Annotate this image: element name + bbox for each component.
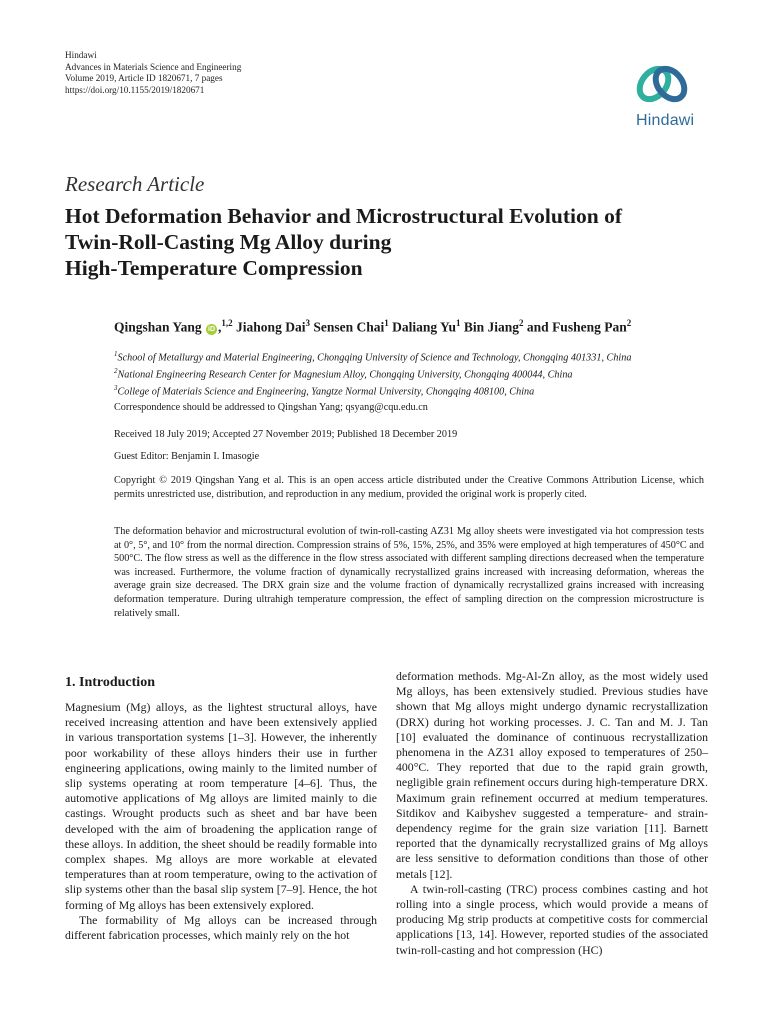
affiliation: $^2$National Engineering Research Center for Magnesium Alloy, Chongqing University, Chongqing 400044, China <box>114 366 573 381</box>
orcid-icon[interactable]: iD <box>208 325 216 333</box>
abstract: The deformation behavior and microstructural evolution of twin-roll-casting AZ31 Mg alloy sheets were investigated via hot compression tests at 0°, 5°, and 10° from the normal direction. Compression strains of 5%, 15%, 25%, and 35% were employed at high temperatures of 450°C and 500°C. The flow stress as well as the difference in the flow stress associated with different sampling directions decreased when the temperature was increased. Furthermore, the volume fraction of dynamically recrystallized grains increased with increasing deformation, whereas the average grain size decreased. The DRX grain size and the volume fraction of dynamically recrystallized grains increased with increasing deformation temperature. During ultrahigh temperature compression, the effect of sampling direction on the compression microstructure is relatively small. <box>114 526 704 619</box>
author-affil-sup: 3 <box>305 318 310 328</box>
logo-wordmark: Hindawi <box>636 112 695 129</box>
author-affil-sup: 1,2 <box>221 318 233 328</box>
doi-link[interactable]: https://doi.org/10.1155/2019/1820671 <box>65 84 205 95</box>
title-line: Twin-Roll-Casting Mg Alloy during <box>65 230 392 254</box>
copyright-notice: Copyright © 2019 Qingshan Yang et al. This is an open access article distributed under the Creative Commons Attribution License, which permits unrestricted use, distribution, and reproduction in any medium, provided the original work is properly cited. <box>114 475 704 500</box>
article-type: Research Article <box>65 172 205 196</box>
body-column-left <box>65 700 377 943</box>
author-name[interactable]: Qingshan Yang <box>114 319 202 335</box>
section-heading: 1. Introduction <box>65 675 155 690</box>
paragraph: The formability of Mg alloys can be increased through different fabrication processes, which mainly rely on the hot <box>65 912 377 943</box>
affiliation: $^3$College of Materials Science and Engineering, Yangtze Normal University, Chongqing 408100, China <box>114 383 535 398</box>
correspondence: Correspondence should be addressed to Qingshan Yang; qsyang@cqu.edu.cn <box>114 402 428 413</box>
author-name[interactable]: Bin Jiang <box>463 319 520 335</box>
author-name[interactable]: Sensen Chai <box>313 319 385 335</box>
paragraph: Magnesium (Mg) alloys, as the lightest structural alloys, have received increasing attention and have been extensively applied in various transportation systems [1–3]. However, the inherently poor workability of these alloys hinders their use in further engineering applications, owing mainly to the limited number of slip systems operating at room temperature [4–6]. Thus, the automotive applications of Mg alloys are limited mainly to die castings. Wrought products such as sheet and bar have been developed with the aim of broadening the application range of these alloys. In addition, the sheet should be readily formable into complex shapes. Mg alloys are more workable at elevated temperatures than at room temperature, owing to the activation of slip systems other than the basal slip system [7–9]. Hence, the hot forming of Mg alloys has been extensively explored. <box>65 700 377 912</box>
author-name[interactable]: Jiahong Dai <box>236 319 306 335</box>
author-affil-sup: 1 <box>456 318 461 328</box>
author-affil-sup: 2 <box>519 318 524 328</box>
paragraph: A twin-roll-casting (TRC) process combines casting and hot rolling into a single process, which would provide a means of producing Mg strip products at competitive costs for commercial applications [13, 14]. However, reported studies of the associated twin-roll-casting and hot compression (HC) <box>396 881 708 957</box>
volume-info: Volume 2019, Article ID 1820671, 7 pages <box>65 73 223 83</box>
affiliation: $^1$School of Metallurgy and Material Engineering, Chongqing University of Science and Technology, Chongqing 401331, China <box>114 350 632 364</box>
publication-dates: Received 18 July 2019; Accepted 27 November 2019; Published 18 December 2019 <box>114 429 458 440</box>
paper-title <box>65 203 705 281</box>
journal-name: Advances in Materials Science and Engineering <box>65 61 242 72</box>
author-affil-sup: 2 <box>626 318 632 328</box>
affiliations <box>114 348 714 399</box>
author-affil-sup: 1 <box>384 318 389 328</box>
author-list: Qingshan Yang iD ,$^{1,2}$ Jiahong Dai$^3$ Sensen Chai$^1$ Daliang Yu$^1$ Bin Jiang$^2$ and Fusheng Pan$^2$ <box>114 318 632 335</box>
journal-header <box>65 50 241 96</box>
title-line: Hot Deformation Behavior and Microstructural Evolution of <box>65 204 622 228</box>
publisher-name: Hindawi <box>65 50 97 60</box>
author-name[interactable]: and Fusheng Pan <box>526 319 627 335</box>
paragraph: deformation methods. Mg-Al-Zn alloy, as the most widely used Mg alloys, has been extensively studied. Previous studies have shown that Mg alloys might undergo dynamic recrystallization (DRX) during hot working processes. J. C. Tan and M. J. Tan [10] evaluated the dominance of continuous recrystallization phenomena in the AZ31 alloy exposed to temperatures of 250–400°C. They reported that due to the rapid grain growth, negligible grain refinement occurs during high-temperature DRX. Maximum grain refinement occurred at medium temperatures. Sitdikov and Kaibyshev suggested a temperature- and strain-dependency regime for the grain size variation [11]. Barnett reported that the dynamically recrystallized grains of Mg alloys are less sensitive to deformation conditions than those of other metals [12]. <box>396 669 708 881</box>
author-name[interactable]: Daliang Yu <box>392 319 457 335</box>
body-column-right <box>396 669 708 958</box>
guest-editor: Guest Editor: Benjamin I. Imasogie <box>114 451 260 462</box>
title-line: High-Temperature Compression <box>65 256 363 280</box>
